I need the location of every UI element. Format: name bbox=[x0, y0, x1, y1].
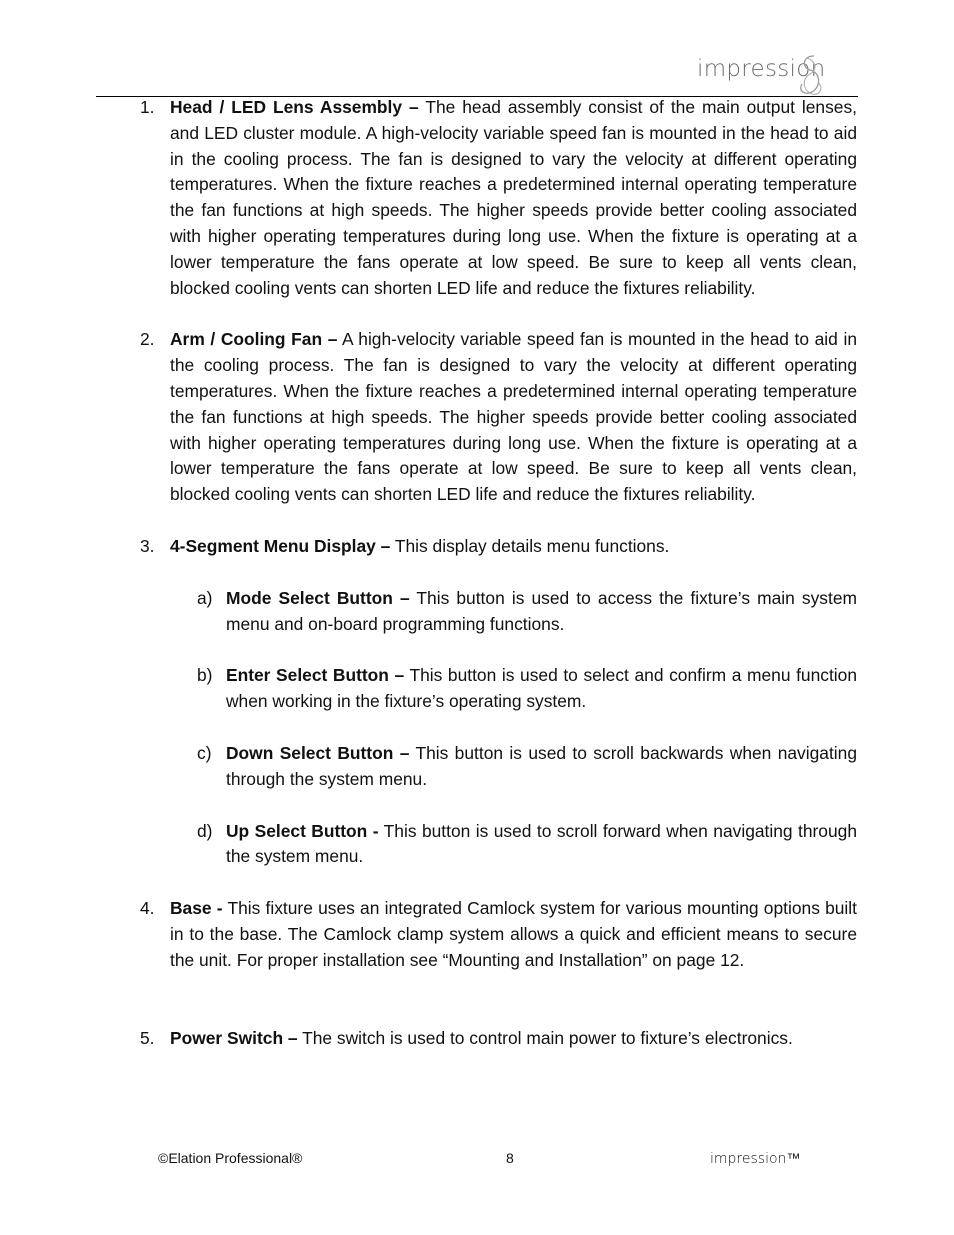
footer-product-name: impression™ bbox=[710, 1151, 801, 1167]
item-title: Arm / Cooling Fan – bbox=[170, 329, 338, 350]
item-title: 4-Segment Menu Display – bbox=[170, 535, 391, 556]
sub-list-item bbox=[140, 819, 857, 871]
sub-item-letter: d) bbox=[197, 820, 213, 841]
item-text: The switch is used to control main power to fixture’s electronics. bbox=[297, 1027, 793, 1048]
item-text: The head assembly consist of the main output lenses, and LED cluster module. A high-velocity variable speed fan is mounted in the head to aid in the cooling process. The fan is designed to vary the velocity at different operating temperatures. When the fixture reaches a predetermined internal operating temperature the fan functions at high speeds. The higher speeds provide better cooling associated with higher operating temperatures during long use. When the fixture is operating at a lower temperature the fans operate at low speed. Be sure to keep all vents clean, blocked cooling vents can shorten LED life and reduce the fixtures reliability. bbox=[170, 97, 857, 298]
item-text: A high-velocity variable speed fan is mounted in the head to aid in the cooling process. The fan is designed to vary the velocity at different operating temperatures. When the fixture reaches a predetermined internal operating temperature the fan functions at high speeds. The higher speeds provide better cooling associated with higher operating temperatures during long use. When the fixture is operating at a lower temperature the fans operate at low speed. Be sure to keep all vents clean, blocked cooling vents can shorten LED life and reduce the fixtures reliability. bbox=[170, 329, 857, 505]
sub-item-letter: a) bbox=[197, 587, 213, 608]
item-text: This display details menu functions. bbox=[390, 535, 670, 556]
item-number: 5. bbox=[140, 1027, 155, 1048]
sub-item-letter: b) bbox=[197, 665, 213, 686]
item-number: 2. bbox=[140, 329, 155, 350]
sub-list-item bbox=[140, 586, 857, 638]
item-title: Base - bbox=[170, 898, 223, 919]
sub-item-paragraph bbox=[226, 741, 857, 793]
list-item bbox=[140, 95, 857, 301]
sub-item-paragraph bbox=[226, 663, 857, 715]
sub-item-paragraph bbox=[226, 586, 857, 638]
sub-item-title: Up Select Button - bbox=[226, 820, 379, 841]
sub-list-item bbox=[140, 741, 857, 793]
sub-item-text: This button is used to select and confirm a menu function when working in the fixture’s operating system. bbox=[226, 665, 857, 712]
logo-wordmark: impression bbox=[697, 56, 826, 82]
sub-item-title: Mode Select Button – bbox=[226, 587, 410, 608]
sub-item-text: This button is used to access the fixture’s main system menu and on-board programming functions. bbox=[226, 587, 857, 634]
list-item bbox=[140, 327, 857, 508]
list-item bbox=[140, 534, 857, 560]
item-paragraph bbox=[170, 896, 857, 973]
logo-swirl-icon bbox=[792, 52, 828, 100]
sub-item-title: Down Select Button – bbox=[226, 742, 410, 763]
item-paragraph bbox=[170, 95, 857, 301]
footer-page-number: 8 bbox=[506, 1150, 514, 1166]
sub-item-letter: c) bbox=[197, 742, 212, 763]
item-paragraph bbox=[170, 327, 857, 508]
list-item bbox=[140, 1026, 857, 1052]
list-item bbox=[140, 896, 857, 973]
footer-copyright: ©Elation Professional® bbox=[158, 1150, 303, 1166]
document-body bbox=[140, 95, 857, 1051]
sub-item-paragraph bbox=[226, 819, 857, 871]
sub-list-item bbox=[140, 663, 857, 715]
item-text: This fixture uses an integrated Camlock system for various mounting options built in to the base. The Camlock clamp system allows a quick and efficient means to secure the unit. For proper installation see “Mounting and Installation” on page 12. bbox=[170, 898, 857, 970]
brand-logo bbox=[697, 52, 867, 100]
item-paragraph bbox=[170, 534, 857, 560]
item-number: 3. bbox=[140, 535, 155, 556]
item-title: Power Switch – bbox=[170, 1027, 298, 1048]
item-number: 4. bbox=[140, 898, 155, 919]
sub-item-text: This button is used to scroll backwards when navigating through the system menu. bbox=[226, 742, 858, 789]
sub-item-text: This button is used to scroll forward when navigating through the system menu. bbox=[226, 820, 857, 867]
item-title: Head / LED Lens Assembly – bbox=[170, 97, 419, 117]
item-number: 1. bbox=[140, 97, 155, 117]
sub-item-title: Enter Select Button – bbox=[226, 665, 405, 686]
item-paragraph bbox=[170, 1026, 857, 1052]
